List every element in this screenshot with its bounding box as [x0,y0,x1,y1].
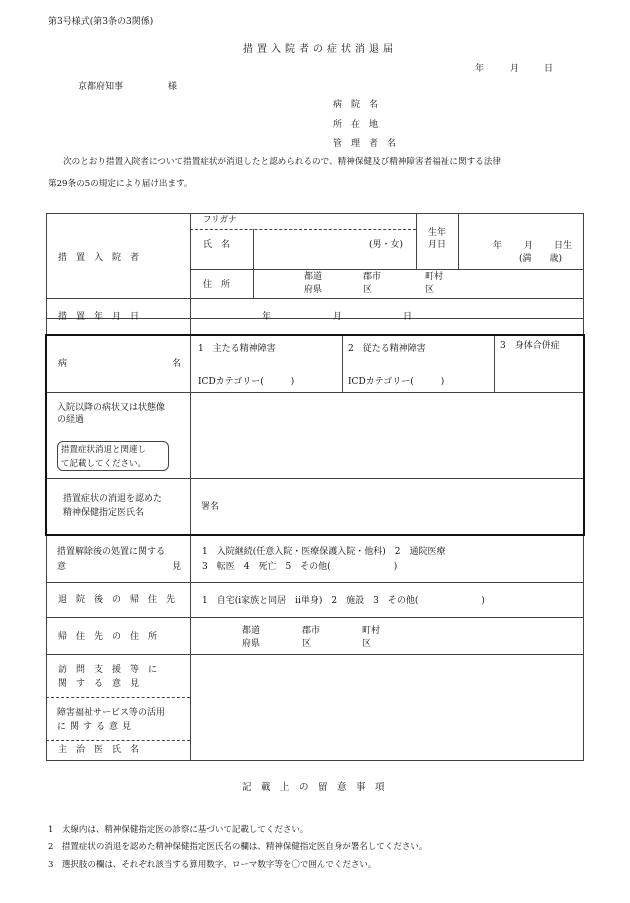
icd-sub[interactable]: ICDカテゴリー( ) [348,377,445,387]
date-year: 年 [475,64,485,74]
return-pref-2: 府県 [242,639,261,649]
hospital-admin-label: 管 理 者 名 [333,139,397,149]
note-item: 1 太線内は、精神保健指定医の診察に基づいて記載してください。 [48,825,309,835]
admission-date-label: 措置年月日 [58,312,149,322]
post-release-options-1[interactable]: 1 入院継続(任意入院・医療保護入院・他科) 2 通院医療 [202,547,446,557]
admission-year: 年 [262,312,272,322]
visit-support-label-1: 訪問支援等に [58,665,167,675]
age-field[interactable]: (満 歳) [519,254,563,264]
page-title: 措置入院者の症状消退届 [243,44,397,55]
post-release-options-2[interactable]: 3 転医 4 死亡 5 その他( ) [202,562,398,572]
notes-title: 記 載 上 の 留 意 事 項 [242,782,385,793]
furigana-label: フリガナ [203,215,237,225]
icd-main[interactable]: ICDカテゴリー( ) [198,377,295,387]
address-pref-2: 府県 [304,285,323,295]
return-address-label: 帰住先の住所 [58,632,167,642]
hospital-address-label: 所 在 地 [333,120,379,130]
main-disorder-label: 1 主たる精神障害 [198,344,276,354]
physical-complication-label: 3 身体合併症 [500,341,560,351]
address-town-2: 区 [425,285,435,295]
return-city-1: 郡市 [302,626,321,636]
return-dest-label: 退院後の帰住先 [58,595,185,605]
progress-field[interactable] [194,396,580,475]
birth-month: 月 [524,241,534,251]
disease-label-1: 病 [58,359,68,369]
note-item: 2 措置症状の消退を認めた精神保健指定医氏名の欄は、精神保健指定医自身が署名してください。 [48,842,428,852]
intro-line1: 次のとおり措置入院者について措置症状が消退したと認められるので、精神保健及び精神障害者福祉に関する法律 [63,157,501,167]
addressee-name: 京都府知事 [78,82,124,92]
sex-options[interactable]: (男・女) [369,240,404,250]
post-release-label-2b: 見 [172,562,182,572]
address-town-1: 町村 [425,272,444,282]
date-month: 月 [510,64,520,74]
admission-day: 日 [403,312,413,322]
return-town-1: 町村 [362,626,381,636]
welfare-label-2: に関する意見 [57,722,136,732]
progress-label-2: の経過 [57,415,85,425]
patient-address-label: 住 所 [203,280,231,290]
return-city-2: 区 [302,639,312,649]
disease-label-2: 名 [172,359,182,369]
progress-note-bracket [57,441,169,471]
date-day: 日 [544,64,554,74]
patient-name-label: 氏 名 [203,240,231,250]
birth-suffix: 日生 [554,241,573,251]
visit-support-label-2: 関する意見 [58,679,149,689]
address-pref-1: 都道 [304,272,323,282]
address-city-2: 区 [363,285,373,295]
admission-month: 月 [333,312,343,322]
return-dest-options[interactable]: 1 自宅(ⅰ家族と同居 ⅱ単身) 2 施設 3 その他( ) [202,596,485,606]
patient-section-label: 措置入院者 [58,253,149,263]
progress-note-2: て記載してください。 [61,459,147,469]
note-item: 3 選択肢の欄は、それぞれ該当する算用数字、ローマ数字等を〇で囲んでください。 [48,860,377,870]
post-release-label-1: 措置解除後の処置に関する [57,547,166,557]
intro-line2: 第29条の5の規定により届け出ます。 [48,179,193,189]
visit-support-field[interactable] [194,657,580,695]
form-number: 第3号様式(第3条の3関係) [48,17,154,27]
birth-label-1: 生年 [428,228,447,238]
doctor-confirm-label-1: 措置症状の消退を認めた [63,494,163,504]
welfare-field[interactable] [194,700,580,738]
progress-note-1: 措置症状消退と関連し [61,445,147,455]
progress-label-1: 入院以降の病状又は状態像 [57,403,166,413]
attending-field[interactable] [194,743,580,758]
sub-disorder-label: 2 従たる精神障害 [348,344,426,354]
birth-year: 年 [493,241,503,251]
attending-label: 主治医氏名 [58,745,149,755]
doctor-confirm-label-2: 精神保健指定医氏名 [63,508,145,518]
return-town-2: 区 [362,639,372,649]
hospital-name-label: 病 院 名 [333,100,379,110]
return-pref-1: 都道 [242,626,261,636]
address-city-1: 郡市 [363,272,382,282]
post-release-label-2a: 意 [57,562,67,572]
birth-label-2: 月日 [428,240,447,250]
signature-label: 署名 [201,502,220,512]
welfare-label-1: 障害福祉サービス等の活用 [57,708,166,718]
addressee-honorific: 様 [168,82,178,92]
